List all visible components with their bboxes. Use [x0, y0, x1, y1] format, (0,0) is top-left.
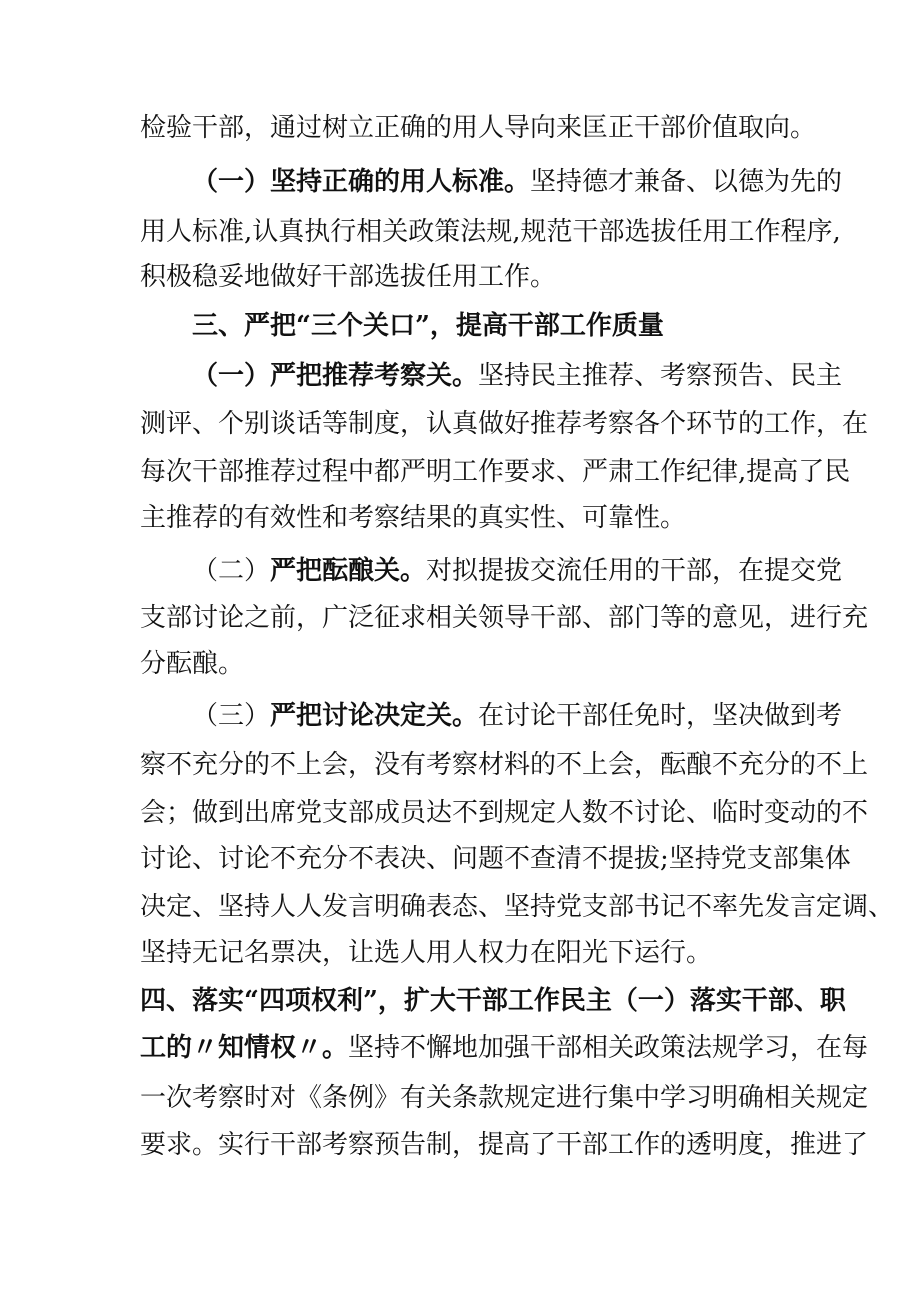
text-run: 在讨论干部任免时，坚决做到考	[478, 701, 843, 731]
text-line	[140, 642, 782, 686]
text-run: 坚持无记名票决，让选人用人权力在阳光下运行。	[140, 938, 713, 968]
text-line	[140, 1076, 869, 1120]
text-run: 支部讨论之前，广泛征求相关领导干部、部门等的意见，进行充	[140, 603, 869, 633]
text-line	[140, 450, 851, 494]
text-run: 每次干部推荐过程中都严明工作要求、严肃工作纪律,提高了民	[140, 457, 851, 487]
text-run: 要求。实行干部考察预告制，提高了干部工作的透明度，推进了	[140, 1130, 869, 1160]
text-run: 一次考察时对《条例》有关条款规定进行集中学习明确相关规定	[140, 1083, 869, 1113]
text-run: （二）	[192, 556, 271, 586]
text-line	[140, 496, 782, 540]
text-line	[140, 596, 869, 640]
heading-text: 四、落实“四项权利”，扩大干部工作民主（一）落实干部、职	[140, 986, 846, 1016]
section-title: （一）坚持正确的用人标准。	[192, 167, 531, 197]
section-title: 严把酝酿关。	[270, 556, 427, 586]
text-run: 主推荐的有效性和考察结果的真实性、可靠性。	[140, 503, 687, 533]
text-line	[140, 743, 869, 787]
text-run: 坚持不懈地加强干部相关政策法规学习，在每	[348, 1033, 869, 1063]
text-run: 积极稳妥地做好干部选拔任用工作。	[140, 262, 557, 292]
section-heading	[192, 304, 782, 348]
text-run: 检验干部，通过树立正确的用人导向来匡正干部价值取向。	[140, 113, 817, 143]
text-run: 分酝酿。	[140, 649, 245, 679]
text-line	[140, 402, 869, 446]
text-run: 坚持德才兼备、以德为先的	[530, 167, 843, 197]
text-run: 会；做到出席党支部成员达不到规定人数不讨论、临时变动的不	[140, 798, 869, 828]
section-line	[192, 160, 843, 204]
section-heading	[140, 979, 846, 1023]
text-run: 测评、个别谈话等制度，认真做好推荐考察各个环节的工作，在	[140, 409, 869, 439]
section-title: （一）严把推荐考察关。	[192, 361, 479, 391]
text-line	[140, 837, 851, 881]
text-line	[140, 106, 817, 150]
text-line	[140, 1123, 869, 1167]
heading-text: 三、严把“三个关口”，提高干部工作质量	[192, 311, 664, 341]
text-line	[140, 885, 895, 929]
text-line	[140, 931, 782, 975]
section-line	[192, 549, 843, 593]
text-run: 讨论、讨论不充分不表决、问题不查清不提拔;坚持党支部集体	[140, 844, 851, 874]
text-run: 用人标准,认真执行相关政策法规,规范干部选拔任用工作程序,	[140, 217, 841, 247]
text-line	[140, 210, 841, 254]
section-line	[192, 694, 843, 738]
section-title: 严把讨论决定关。	[270, 701, 479, 731]
section-title: 工的〃知情权〃。	[140, 1033, 349, 1063]
text-run: 坚持民主推荐、考察预告、民主	[478, 361, 843, 391]
text-run: 决定、坚持人人发言明确表态、坚持党支部书记不率先发言定调、	[140, 892, 895, 922]
text-line	[140, 255, 782, 299]
section-line	[192, 354, 843, 398]
text-line	[140, 791, 869, 835]
text-line	[140, 1026, 869, 1070]
text-run: 对拟提拔交流任用的干部，在提交党	[426, 556, 843, 586]
text-run: 察不充分的不上会，没有考察材料的不上会，酝酿不充分的不上	[140, 750, 869, 780]
text-run: （三）	[192, 701, 271, 731]
